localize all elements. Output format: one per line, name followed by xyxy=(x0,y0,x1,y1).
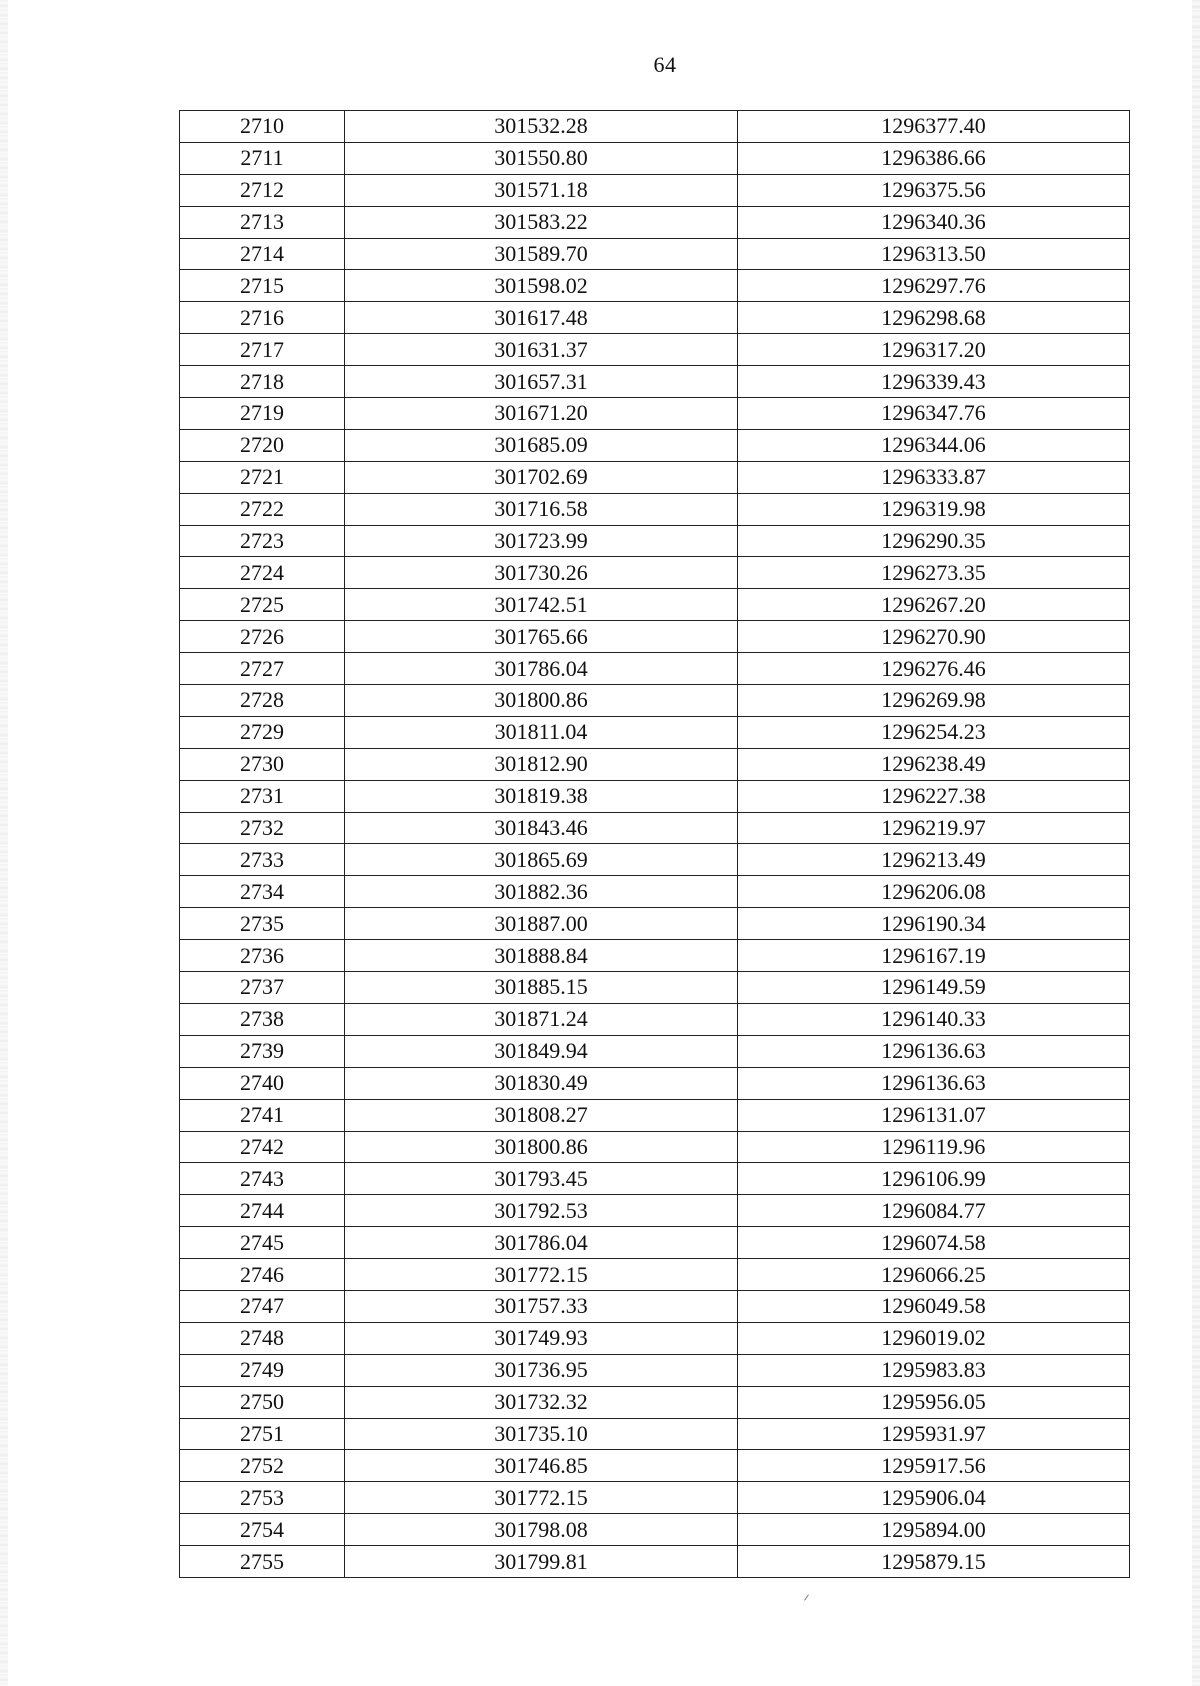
y-coordinate-cell: 1296333.87 xyxy=(738,461,1130,493)
y-coordinate-cell: 1296375.56 xyxy=(738,174,1130,206)
point-number-cell: 2720 xyxy=(180,429,345,461)
point-number-cell: 2749 xyxy=(180,1354,345,1386)
coordinates-table xyxy=(179,110,1130,1578)
x-coordinate-cell: 301742.51 xyxy=(345,589,738,621)
y-coordinate-cell: 1296136.63 xyxy=(738,1035,1130,1067)
table-row xyxy=(180,206,1130,238)
y-coordinate-cell: 1296019.02 xyxy=(738,1322,1130,1354)
x-coordinate-cell: 301799.81 xyxy=(345,1546,738,1578)
x-coordinate-cell: 301830.49 xyxy=(345,1067,738,1099)
y-coordinate-cell: 1296190.34 xyxy=(738,908,1130,940)
y-coordinate-cell: 1296119.96 xyxy=(738,1131,1130,1163)
y-coordinate-cell: 1296313.50 xyxy=(738,238,1130,270)
x-coordinate-cell: 301792.53 xyxy=(345,1195,738,1227)
x-coordinate-cell: 301736.95 xyxy=(345,1354,738,1386)
x-coordinate-cell: 301749.93 xyxy=(345,1322,738,1354)
x-coordinate-cell: 301583.22 xyxy=(345,206,738,238)
x-coordinate-cell: 301808.27 xyxy=(345,1099,738,1131)
y-coordinate-cell: 1296074.58 xyxy=(738,1227,1130,1259)
table-row xyxy=(180,461,1130,493)
table-row xyxy=(180,238,1130,270)
y-coordinate-cell: 1296149.59 xyxy=(738,972,1130,1004)
table-row xyxy=(180,1163,1130,1195)
x-coordinate-cell: 301617.48 xyxy=(345,302,738,334)
y-coordinate-cell: 1295894.00 xyxy=(738,1514,1130,1546)
point-number-cell: 2726 xyxy=(180,621,345,653)
y-coordinate-cell: 1296344.06 xyxy=(738,429,1130,461)
x-coordinate-cell: 301732.32 xyxy=(345,1386,738,1418)
table-row xyxy=(180,621,1130,653)
table-row xyxy=(180,270,1130,302)
table-row xyxy=(180,653,1130,685)
table-row xyxy=(180,844,1130,876)
table-row xyxy=(180,1003,1130,1035)
table-row xyxy=(180,174,1130,206)
x-coordinate-cell: 301865.69 xyxy=(345,844,738,876)
point-number-cell: 2710 xyxy=(180,111,345,143)
x-coordinate-cell: 301819.38 xyxy=(345,780,738,812)
point-number-cell: 2755 xyxy=(180,1546,345,1578)
point-number-cell: 2724 xyxy=(180,557,345,589)
table-row xyxy=(180,1131,1130,1163)
y-coordinate-cell: 1296167.19 xyxy=(738,940,1130,972)
point-number-cell: 2742 xyxy=(180,1131,345,1163)
point-number-cell: 2723 xyxy=(180,525,345,557)
x-coordinate-cell: 301871.24 xyxy=(345,1003,738,1035)
point-number-cell: 2747 xyxy=(180,1290,345,1322)
table-row xyxy=(180,940,1130,972)
point-number-cell: 2725 xyxy=(180,589,345,621)
x-coordinate-cell: 301812.90 xyxy=(345,748,738,780)
x-coordinate-cell: 301786.04 xyxy=(345,653,738,685)
point-number-cell: 2718 xyxy=(180,366,345,398)
table-row xyxy=(180,493,1130,525)
y-coordinate-cell: 1296273.35 xyxy=(738,557,1130,589)
point-number-cell: 2731 xyxy=(180,780,345,812)
point-number-cell: 2712 xyxy=(180,174,345,206)
x-coordinate-cell: 301702.69 xyxy=(345,461,738,493)
table-row xyxy=(180,429,1130,461)
point-number-cell: 2751 xyxy=(180,1418,345,1450)
table-row xyxy=(180,780,1130,812)
y-coordinate-cell: 1295917.56 xyxy=(738,1450,1130,1482)
point-number-cell: 2752 xyxy=(180,1450,345,1482)
table-row xyxy=(180,1418,1130,1450)
point-number-cell: 2722 xyxy=(180,493,345,525)
x-coordinate-cell: 301765.66 xyxy=(345,621,738,653)
point-number-cell: 2739 xyxy=(180,1035,345,1067)
y-coordinate-cell: 1296269.98 xyxy=(738,685,1130,717)
x-coordinate-cell: 301685.09 xyxy=(345,429,738,461)
y-coordinate-cell: 1296276.46 xyxy=(738,653,1130,685)
y-coordinate-cell: 1296238.49 xyxy=(738,748,1130,780)
y-coordinate-cell: 1296254.23 xyxy=(738,716,1130,748)
table-row xyxy=(180,1067,1130,1099)
table-row xyxy=(180,1450,1130,1482)
x-coordinate-cell: 301811.04 xyxy=(345,716,738,748)
point-number-cell: 2717 xyxy=(180,334,345,366)
point-number-cell: 2737 xyxy=(180,972,345,1004)
x-coordinate-cell: 301772.15 xyxy=(345,1482,738,1514)
point-number-cell: 2736 xyxy=(180,940,345,972)
point-number-cell: 2744 xyxy=(180,1195,345,1227)
y-coordinate-cell: 1296290.35 xyxy=(738,525,1130,557)
point-number-cell: 2730 xyxy=(180,748,345,780)
table-row xyxy=(180,1514,1130,1546)
table-row xyxy=(180,111,1130,143)
y-coordinate-cell: 1296386.66 xyxy=(738,142,1130,174)
point-number-cell: 2732 xyxy=(180,812,345,844)
table-row xyxy=(180,366,1130,398)
point-number-cell: 2721 xyxy=(180,461,345,493)
x-coordinate-cell: 301772.15 xyxy=(345,1259,738,1291)
x-coordinate-cell: 301793.45 xyxy=(345,1163,738,1195)
table-row xyxy=(180,1195,1130,1227)
point-number-cell: 2733 xyxy=(180,844,345,876)
x-coordinate-cell: 301887.00 xyxy=(345,908,738,940)
point-number-cell: 2734 xyxy=(180,876,345,908)
table-row xyxy=(180,1354,1130,1386)
table-row xyxy=(180,1099,1130,1131)
table-row xyxy=(180,1035,1130,1067)
point-number-cell: 2750 xyxy=(180,1386,345,1418)
x-coordinate-cell: 301571.18 xyxy=(345,174,738,206)
x-coordinate-cell: 301735.10 xyxy=(345,1418,738,1450)
coordinates-table-body xyxy=(180,111,1130,1578)
x-coordinate-cell: 301589.70 xyxy=(345,238,738,270)
x-coordinate-cell: 301843.46 xyxy=(345,812,738,844)
point-number-cell: 2727 xyxy=(180,653,345,685)
y-coordinate-cell: 1296066.25 xyxy=(738,1259,1130,1291)
x-coordinate-cell: 301723.99 xyxy=(345,525,738,557)
point-number-cell: 2713 xyxy=(180,206,345,238)
table-row xyxy=(180,525,1130,557)
point-number-cell: 2728 xyxy=(180,685,345,717)
scan-edge-left xyxy=(0,0,8,1686)
y-coordinate-cell: 1296377.40 xyxy=(738,111,1130,143)
point-number-cell: 2753 xyxy=(180,1482,345,1514)
y-coordinate-cell: 1296106.99 xyxy=(738,1163,1130,1195)
x-coordinate-cell: 301800.86 xyxy=(345,1131,738,1163)
table-row xyxy=(180,1546,1130,1578)
table-row xyxy=(180,1386,1130,1418)
table-row xyxy=(180,716,1130,748)
table-row xyxy=(180,876,1130,908)
point-number-cell: 2714 xyxy=(180,238,345,270)
point-number-cell: 2746 xyxy=(180,1259,345,1291)
x-coordinate-cell: 301671.20 xyxy=(345,398,738,430)
page-number: 64 xyxy=(653,52,677,77)
y-coordinate-cell: 1296267.20 xyxy=(738,589,1130,621)
x-coordinate-cell: 301631.37 xyxy=(345,334,738,366)
x-coordinate-cell: 301888.84 xyxy=(345,940,738,972)
table-row xyxy=(180,1227,1130,1259)
x-coordinate-cell: 301550.80 xyxy=(345,142,738,174)
y-coordinate-cell: 1296213.49 xyxy=(738,844,1130,876)
point-number-cell: 2748 xyxy=(180,1322,345,1354)
point-number-cell: 2754 xyxy=(180,1514,345,1546)
point-number-cell: 2738 xyxy=(180,1003,345,1035)
y-coordinate-cell: 1295956.05 xyxy=(738,1386,1130,1418)
y-coordinate-cell: 1296317.20 xyxy=(738,334,1130,366)
y-coordinate-cell: 1296297.76 xyxy=(738,270,1130,302)
table-row xyxy=(180,1322,1130,1354)
table-row xyxy=(180,589,1130,621)
x-coordinate-cell: 301716.58 xyxy=(345,493,738,525)
pen-mark xyxy=(804,1594,809,1600)
point-number-cell: 2741 xyxy=(180,1099,345,1131)
x-coordinate-cell: 301800.86 xyxy=(345,685,738,717)
table-row xyxy=(180,302,1130,334)
x-coordinate-cell: 301849.94 xyxy=(345,1035,738,1067)
y-coordinate-cell: 1296206.08 xyxy=(738,876,1130,908)
y-coordinate-cell: 1296298.68 xyxy=(738,302,1130,334)
x-coordinate-cell: 301757.33 xyxy=(345,1290,738,1322)
x-coordinate-cell: 301657.31 xyxy=(345,366,738,398)
point-number-cell: 2743 xyxy=(180,1163,345,1195)
point-number-cell: 2745 xyxy=(180,1227,345,1259)
y-coordinate-cell: 1296219.97 xyxy=(738,812,1130,844)
y-coordinate-cell: 1296084.77 xyxy=(738,1195,1130,1227)
table-row xyxy=(180,142,1130,174)
x-coordinate-cell: 301730.26 xyxy=(345,557,738,589)
x-coordinate-cell: 301598.02 xyxy=(345,270,738,302)
y-coordinate-cell: 1296339.43 xyxy=(738,366,1130,398)
y-coordinate-cell: 1296136.63 xyxy=(738,1067,1130,1099)
point-number-cell: 2711 xyxy=(180,142,345,174)
point-number-cell: 2716 xyxy=(180,302,345,334)
y-coordinate-cell: 1296319.98 xyxy=(738,493,1130,525)
x-coordinate-cell: 301746.85 xyxy=(345,1450,738,1482)
y-coordinate-cell: 1296049.58 xyxy=(738,1290,1130,1322)
point-number-cell: 2729 xyxy=(180,716,345,748)
x-coordinate-cell: 301532.28 xyxy=(345,111,738,143)
table-row xyxy=(180,334,1130,366)
x-coordinate-cell: 301882.36 xyxy=(345,876,738,908)
y-coordinate-cell: 1295879.15 xyxy=(738,1546,1130,1578)
table-row xyxy=(180,812,1130,844)
x-coordinate-cell: 301885.15 xyxy=(345,972,738,1004)
y-coordinate-cell: 1296140.33 xyxy=(738,1003,1130,1035)
y-coordinate-cell: 1295906.04 xyxy=(738,1482,1130,1514)
x-coordinate-cell: 301786.04 xyxy=(345,1227,738,1259)
y-coordinate-cell: 1296270.90 xyxy=(738,621,1130,653)
point-number-cell: 2719 xyxy=(180,398,345,430)
point-number-cell: 2735 xyxy=(180,908,345,940)
y-coordinate-cell: 1296347.76 xyxy=(738,398,1130,430)
table-row xyxy=(180,1290,1130,1322)
table-row xyxy=(180,748,1130,780)
table-row xyxy=(180,398,1130,430)
y-coordinate-cell: 1296340.36 xyxy=(738,206,1130,238)
point-number-cell: 2715 xyxy=(180,270,345,302)
y-coordinate-cell: 1295983.83 xyxy=(738,1354,1130,1386)
scan-edge-right xyxy=(1192,0,1200,1686)
y-coordinate-cell: 1295931.97 xyxy=(738,1418,1130,1450)
table-row xyxy=(180,908,1130,940)
y-coordinate-cell: 1296227.38 xyxy=(738,780,1130,812)
table-row xyxy=(180,972,1130,1004)
table-row xyxy=(180,685,1130,717)
table-row xyxy=(180,1259,1130,1291)
table-row xyxy=(180,557,1130,589)
point-number-cell: 2740 xyxy=(180,1067,345,1099)
y-coordinate-cell: 1296131.07 xyxy=(738,1099,1130,1131)
x-coordinate-cell: 301798.08 xyxy=(345,1514,738,1546)
table-row xyxy=(180,1482,1130,1514)
